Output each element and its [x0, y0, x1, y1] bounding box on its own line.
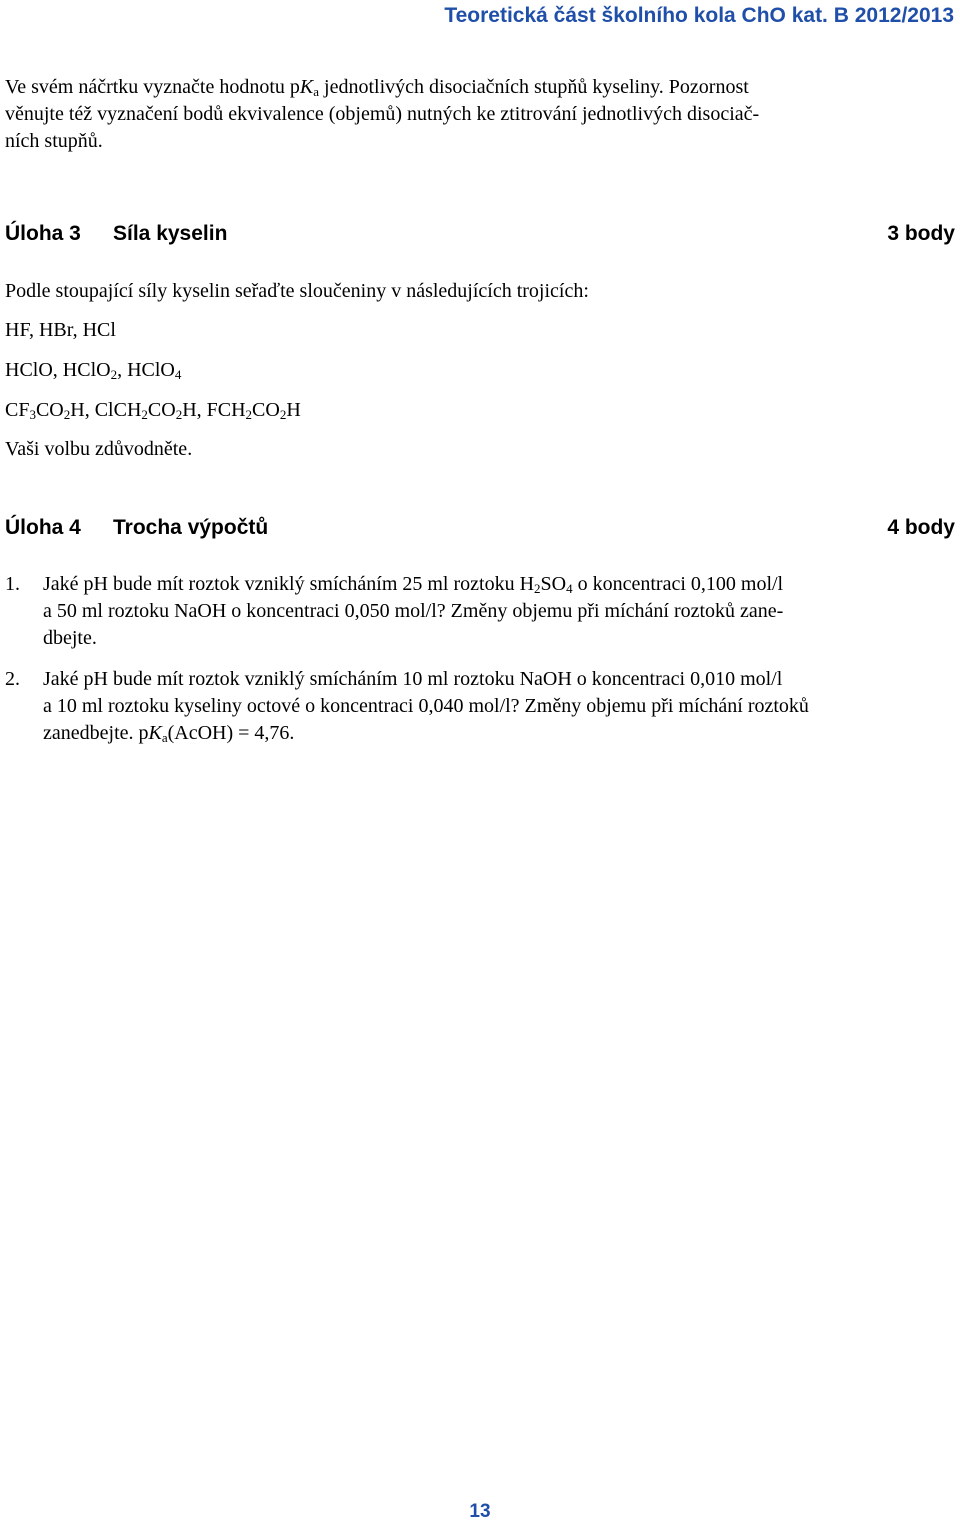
task3-title: Síla kyselin	[113, 222, 228, 245]
question-2-number: 2.	[5, 668, 20, 690]
task3-number: Úloha 3	[5, 222, 81, 245]
task3-heading	[5, 222, 955, 252]
task4-number: Úloha 4	[5, 516, 81, 539]
question-1-number: 1.	[5, 573, 20, 595]
page-header: Teoretická část školního kola ChO kat. B 2012/2013	[444, 4, 954, 27]
task3-justify: Vaši volbu zdůvodněte.	[5, 438, 193, 460]
question-1-line-3: dbejte.	[43, 627, 97, 649]
question-2-line-1: Jaké pH bude mít roztok vzniklý smícháním 10 ml roztoku NaOH o koncentraci 0,010 mol/l	[43, 668, 783, 690]
intro-line-3: ních stupňů.	[5, 130, 103, 152]
intro-line-2: věnujte též vyznačení bodů ekvivalence (objemů) nutných ke ztitrování jednotlivých disociač-	[5, 103, 760, 125]
task3-row-3: $CF_3CO_2H$, $ClCH_2CO_2H$, $FCH_2CO_2H$	[5, 399, 301, 422]
task3-row-2: HClO, HClO$_2$, HClO$_4$	[5, 359, 182, 382]
page-number: 13	[469, 1501, 491, 1522]
question-1-line-2: a 50 ml roztoku NaOH o koncentraci 0,050 mol/l? Změny objemu při míchání roztoků zane-	[43, 600, 784, 622]
question-2-line-3: zanedbejte. $pK_a(AcOH) = 4,76$.	[43, 722, 295, 745]
intro-line-1: Ve svém náčrtku vyznačte hodnotu $pK_a$ jednotlivých disociačních stupňů kyseliny. Pozornost	[5, 76, 749, 99]
task3-row-1: HF, HBr, HCl	[5, 319, 116, 341]
task4-heading	[5, 516, 955, 546]
task4-points: 4 body	[887, 516, 955, 539]
task3-instruction: Podle stoupající síly kyselin seřaďte sloučeniny v následujících trojicích:	[5, 280, 589, 302]
task4-title: Trocha výpočtů	[113, 516, 269, 539]
question-1-line-1: Jaké pH bude mít roztok vzniklý smícháním 25 ml roztoku $H_2SO_4$ o koncentraci 0,100 mol/l	[43, 573, 784, 596]
question-2-line-2: a 10 ml roztoku kyseliny octové o koncentraci 0,040 mol/l? Změny objemu při míchání roztoků	[43, 695, 809, 717]
task3-points: 3 body	[887, 222, 955, 245]
